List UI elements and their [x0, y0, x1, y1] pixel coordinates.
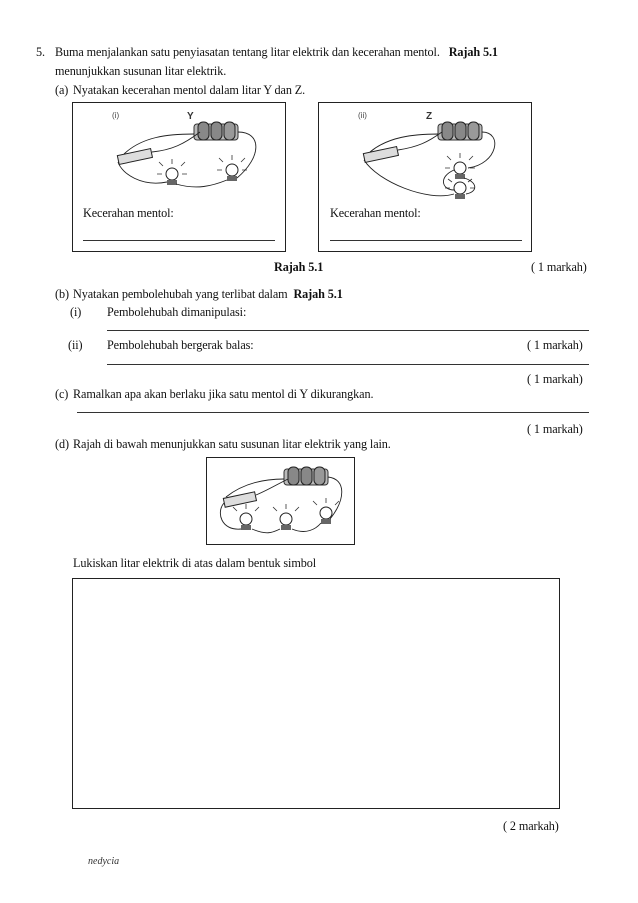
part-a-text: Nyatakan kecerahan mentol dalam litar Y dan Z.: [73, 83, 306, 97]
part-d-instruction: Lukiskan litar elektrik di atas dalam bentuk simbol: [73, 556, 316, 570]
part-d-label: (d): [55, 437, 69, 451]
bulb-icon: [273, 504, 299, 530]
question-intro-line2: menunjukkan susunan litar elektrik.: [55, 64, 227, 78]
circuit-z-tag-i: (ii): [358, 111, 367, 120]
part-b-ii-label: (ii): [68, 338, 83, 352]
intro-text: Buma menjalankan satu penyiasatan tentang litar elektrik dan kecerahan mentol.: [55, 45, 440, 59]
intro-figure-ref: Rajah 5.1: [448, 45, 498, 59]
part-d-marks: ( 2 markah): [503, 819, 559, 833]
drawing-answer-box[interactable]: [72, 578, 560, 809]
battery-holder-icon: [438, 122, 482, 140]
part-a-marks: ( 1 markah): [531, 260, 587, 274]
part-b-ii-marks: ( 1 markah): [527, 372, 583, 386]
question-number: 5.: [36, 45, 45, 59]
battery-holder-icon: [194, 122, 238, 140]
part-b-i-answer-line[interactable]: [107, 330, 589, 331]
circuit-y-tag-i: (i): [112, 111, 120, 120]
bulb-icon: [313, 498, 339, 524]
part-c-label: (c): [55, 387, 69, 401]
circuit-z-answer-label: Kecerahan mentol:: [330, 206, 421, 220]
circuit-y-answer-line[interactable]: [83, 240, 275, 241]
part-b-ii-text: Pembolehubah bergerak balas:: [107, 338, 254, 352]
part-b-i-label: (i): [70, 305, 82, 319]
circuit-z-answer-line[interactable]: [330, 240, 522, 241]
circuit-y-answer-label: Kecerahan mentol:: [83, 206, 174, 220]
part-b-i-marks: ( 1 markah): [527, 338, 583, 352]
question-intro-line1: [55, 45, 498, 59]
part-b-question: Nyatakan pembolehubah yang terlibat dalam: [73, 287, 288, 301]
part-d-text: Rajah di bawah menunjukkan satu susunan litar elektrik yang lain.: [73, 437, 391, 451]
circuit-z-diagram: [318, 102, 530, 212]
circuit-y-tag-name: Y: [187, 111, 194, 122]
figure-caption: Rajah 5.1: [274, 260, 324, 274]
footer-author: nedycia: [88, 856, 120, 867]
circuit-z-tag-name: Z: [426, 111, 433, 122]
part-c-answer-line[interactable]: [77, 412, 589, 413]
circuit-y-diagram: [72, 102, 284, 192]
switch-icon: [363, 147, 398, 163]
part-b-label: (b): [55, 287, 69, 301]
bulb-icon: [233, 504, 259, 530]
part-a-label: (a): [55, 83, 69, 97]
part-b-text: [73, 287, 343, 301]
part-c-marks: ( 1 markah): [527, 422, 583, 436]
part-b-ii-answer-line[interactable]: [107, 364, 589, 365]
battery-holder-icon: [284, 467, 328, 485]
bulb-icon: [217, 155, 247, 181]
circuit-d-diagram: [206, 457, 353, 543]
part-c-text: Ramalkan apa akan berlaku jika satu mentol di Y dikurangkan.: [73, 387, 374, 401]
switch-icon: [223, 492, 256, 507]
part-b-i-text: Pembolehubah dimanipulasi:: [107, 305, 247, 319]
switch-icon: [117, 149, 152, 165]
part-b-figure-ref: Rajah 5.1: [293, 287, 343, 301]
bulb-icon: [157, 159, 187, 185]
bulb-icon: [445, 153, 475, 179]
